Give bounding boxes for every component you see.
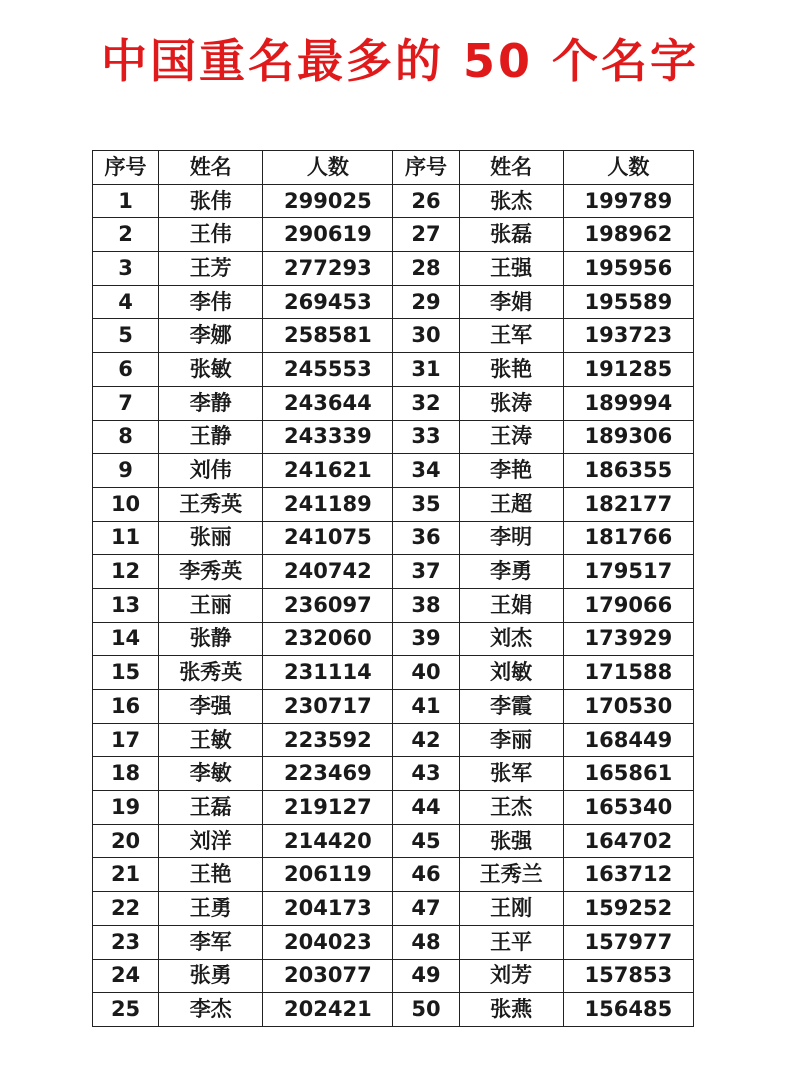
count-cell-right: 181766	[563, 521, 693, 555]
rank-cell-left: 15	[93, 656, 159, 690]
name-cell-left: 张静	[159, 622, 263, 656]
table-row	[93, 588, 694, 622]
table-row	[93, 892, 694, 926]
table-row	[93, 959, 694, 993]
name-cell-right: 张军	[459, 757, 563, 791]
count-cell-left: 231114	[263, 656, 393, 690]
header-count-right: 人数	[563, 151, 693, 185]
count-cell-right: 195956	[563, 252, 693, 286]
table-row	[93, 791, 694, 825]
name-cell-right: 张杰	[459, 184, 563, 218]
name-cell-left: 李强	[159, 690, 263, 724]
count-cell-right: 164702	[563, 824, 693, 858]
table-row	[93, 252, 694, 286]
rank-cell-right: 31	[393, 353, 459, 387]
table-header-row	[93, 151, 694, 185]
rank-cell-right: 28	[393, 252, 459, 286]
header-rank-right: 序号	[393, 151, 459, 185]
rank-cell-left: 19	[93, 791, 159, 825]
table-row	[93, 723, 694, 757]
table-row	[93, 757, 694, 791]
header-rank-left: 序号	[93, 151, 159, 185]
names-table	[92, 150, 694, 1027]
name-cell-left: 王磊	[159, 791, 263, 825]
count-cell-right: 163712	[563, 858, 693, 892]
count-cell-right: 191285	[563, 353, 693, 387]
rank-cell-right: 44	[393, 791, 459, 825]
rank-cell-right: 43	[393, 757, 459, 791]
rank-cell-right: 33	[393, 420, 459, 454]
table-row	[93, 454, 694, 488]
table-row	[93, 319, 694, 353]
name-cell-left: 张敏	[159, 353, 263, 387]
header-name-right: 姓名	[459, 151, 563, 185]
rank-cell-right: 41	[393, 690, 459, 724]
rank-cell-left: 14	[93, 622, 159, 656]
count-cell-right: 198962	[563, 218, 693, 252]
rank-cell-left: 22	[93, 892, 159, 926]
page-title: 中国重名最多的 50 个名字	[100, 34, 700, 88]
rank-cell-left: 13	[93, 588, 159, 622]
count-cell-right: 199789	[563, 184, 693, 218]
rank-cell-right: 26	[393, 184, 459, 218]
rank-cell-left: 7	[93, 386, 159, 420]
rank-cell-left: 23	[93, 925, 159, 959]
name-cell-left: 李杰	[159, 993, 263, 1027]
rank-cell-right: 48	[393, 925, 459, 959]
count-cell-left: 230717	[263, 690, 393, 724]
name-cell-right: 张燕	[459, 993, 563, 1027]
count-cell-right: 193723	[563, 319, 693, 353]
name-cell-left: 王勇	[159, 892, 263, 926]
table-row	[93, 555, 694, 589]
table-row	[93, 420, 694, 454]
rank-cell-left: 24	[93, 959, 159, 993]
count-cell-left: 214420	[263, 824, 393, 858]
rank-cell-right: 35	[393, 487, 459, 521]
rank-cell-left: 6	[93, 353, 159, 387]
name-cell-left: 李军	[159, 925, 263, 959]
table-row	[93, 690, 694, 724]
name-cell-left: 李娜	[159, 319, 263, 353]
count-cell-right: 165340	[563, 791, 693, 825]
count-cell-left: 206119	[263, 858, 393, 892]
count-cell-left: 241189	[263, 487, 393, 521]
count-cell-left: 269453	[263, 285, 393, 319]
rank-cell-left: 3	[93, 252, 159, 286]
name-cell-left: 张丽	[159, 521, 263, 555]
count-cell-left: 277293	[263, 252, 393, 286]
rank-cell-right: 38	[393, 588, 459, 622]
name-cell-right: 李明	[459, 521, 563, 555]
rank-cell-left: 25	[93, 993, 159, 1027]
name-cell-left: 张伟	[159, 184, 263, 218]
rank-cell-left: 1	[93, 184, 159, 218]
rank-cell-right: 36	[393, 521, 459, 555]
rank-cell-left: 21	[93, 858, 159, 892]
rank-cell-left: 9	[93, 454, 159, 488]
table-row	[93, 285, 694, 319]
count-cell-left: 204023	[263, 925, 393, 959]
count-cell-left: 245553	[263, 353, 393, 387]
count-cell-left: 203077	[263, 959, 393, 993]
name-cell-right: 张艳	[459, 353, 563, 387]
count-cell-left: 223592	[263, 723, 393, 757]
rank-cell-right: 34	[393, 454, 459, 488]
count-cell-right: 189306	[563, 420, 693, 454]
table-row	[93, 487, 694, 521]
table-row	[93, 656, 694, 690]
name-cell-left: 李敏	[159, 757, 263, 791]
rank-cell-right: 40	[393, 656, 459, 690]
count-cell-left: 223469	[263, 757, 393, 791]
count-cell-right: 165861	[563, 757, 693, 791]
header-name-left: 姓名	[159, 151, 263, 185]
name-cell-right: 王平	[459, 925, 563, 959]
name-cell-right: 李艳	[459, 454, 563, 488]
name-cell-left: 王艳	[159, 858, 263, 892]
header-count-left: 人数	[263, 151, 393, 185]
name-cell-right: 王秀兰	[459, 858, 563, 892]
rank-cell-right: 37	[393, 555, 459, 589]
count-cell-left: 241621	[263, 454, 393, 488]
count-cell-left: 299025	[263, 184, 393, 218]
name-cell-left: 张勇	[159, 959, 263, 993]
name-cell-right: 张强	[459, 824, 563, 858]
count-cell-right: 157977	[563, 925, 693, 959]
count-cell-left: 236097	[263, 588, 393, 622]
name-cell-right: 张涛	[459, 386, 563, 420]
rank-cell-left: 5	[93, 319, 159, 353]
name-cell-right: 刘芳	[459, 959, 563, 993]
name-cell-left: 刘伟	[159, 454, 263, 488]
name-cell-left: 王静	[159, 420, 263, 454]
rank-cell-right: 50	[393, 993, 459, 1027]
count-cell-right: 168449	[563, 723, 693, 757]
name-cell-right: 王刚	[459, 892, 563, 926]
rank-cell-left: 11	[93, 521, 159, 555]
name-cell-left: 张秀英	[159, 656, 263, 690]
count-cell-right: 186355	[563, 454, 693, 488]
name-cell-right: 王涛	[459, 420, 563, 454]
table-row	[93, 824, 694, 858]
name-cell-right: 李丽	[459, 723, 563, 757]
rank-cell-right: 47	[393, 892, 459, 926]
rank-cell-right: 27	[393, 218, 459, 252]
name-cell-left: 李静	[159, 386, 263, 420]
count-cell-right: 157853	[563, 959, 693, 993]
table-row	[93, 353, 694, 387]
name-cell-left: 王丽	[159, 588, 263, 622]
count-cell-right: 182177	[563, 487, 693, 521]
count-cell-right: 171588	[563, 656, 693, 690]
name-cell-left: 李伟	[159, 285, 263, 319]
count-cell-left: 258581	[263, 319, 393, 353]
count-cell-right: 173929	[563, 622, 693, 656]
table-row	[93, 218, 694, 252]
count-cell-right: 179517	[563, 555, 693, 589]
rank-cell-left: 17	[93, 723, 159, 757]
name-cell-right: 王强	[459, 252, 563, 286]
rank-cell-right: 45	[393, 824, 459, 858]
name-cell-left: 刘洋	[159, 824, 263, 858]
rank-cell-right: 39	[393, 622, 459, 656]
count-cell-left: 204173	[263, 892, 393, 926]
count-cell-left: 241075	[263, 521, 393, 555]
name-cell-right: 张磊	[459, 218, 563, 252]
table-row	[93, 622, 694, 656]
count-cell-right: 189994	[563, 386, 693, 420]
rank-cell-right: 46	[393, 858, 459, 892]
rank-cell-right: 42	[393, 723, 459, 757]
count-cell-right: 179066	[563, 588, 693, 622]
count-cell-left: 219127	[263, 791, 393, 825]
name-cell-right: 王军	[459, 319, 563, 353]
name-cell-right: 王娟	[459, 588, 563, 622]
name-cell-right: 王超	[459, 487, 563, 521]
count-cell-right: 156485	[563, 993, 693, 1027]
table-row	[93, 925, 694, 959]
rank-cell-left: 8	[93, 420, 159, 454]
count-cell-left: 243644	[263, 386, 393, 420]
name-cell-right: 刘杰	[459, 622, 563, 656]
rank-cell-left: 4	[93, 285, 159, 319]
table-row	[93, 993, 694, 1027]
count-cell-left: 290619	[263, 218, 393, 252]
rank-cell-left: 10	[93, 487, 159, 521]
count-cell-right: 195589	[563, 285, 693, 319]
name-cell-left: 王敏	[159, 723, 263, 757]
rank-cell-right: 29	[393, 285, 459, 319]
count-cell-left: 202421	[263, 993, 393, 1027]
rank-cell-right: 32	[393, 386, 459, 420]
table-row	[93, 386, 694, 420]
rank-cell-left: 12	[93, 555, 159, 589]
table-row	[93, 184, 694, 218]
table-row	[93, 858, 694, 892]
name-cell-right: 王杰	[459, 791, 563, 825]
name-cell-right: 李勇	[459, 555, 563, 589]
rank-cell-right: 30	[393, 319, 459, 353]
table-row	[93, 521, 694, 555]
count-cell-left: 232060	[263, 622, 393, 656]
table-body	[93, 184, 694, 1026]
count-cell-left: 240742	[263, 555, 393, 589]
rank-cell-left: 2	[93, 218, 159, 252]
count-cell-left: 243339	[263, 420, 393, 454]
name-cell-right: 刘敏	[459, 656, 563, 690]
name-cell-left: 王秀英	[159, 487, 263, 521]
name-cell-right: 李娟	[459, 285, 563, 319]
rank-cell-right: 49	[393, 959, 459, 993]
rank-cell-left: 18	[93, 757, 159, 791]
name-cell-left: 李秀英	[159, 555, 263, 589]
name-cell-right: 李霞	[459, 690, 563, 724]
name-cell-left: 王伟	[159, 218, 263, 252]
count-cell-right: 159252	[563, 892, 693, 926]
rank-cell-left: 16	[93, 690, 159, 724]
name-cell-left: 王芳	[159, 252, 263, 286]
rank-cell-left: 20	[93, 824, 159, 858]
count-cell-right: 170530	[563, 690, 693, 724]
